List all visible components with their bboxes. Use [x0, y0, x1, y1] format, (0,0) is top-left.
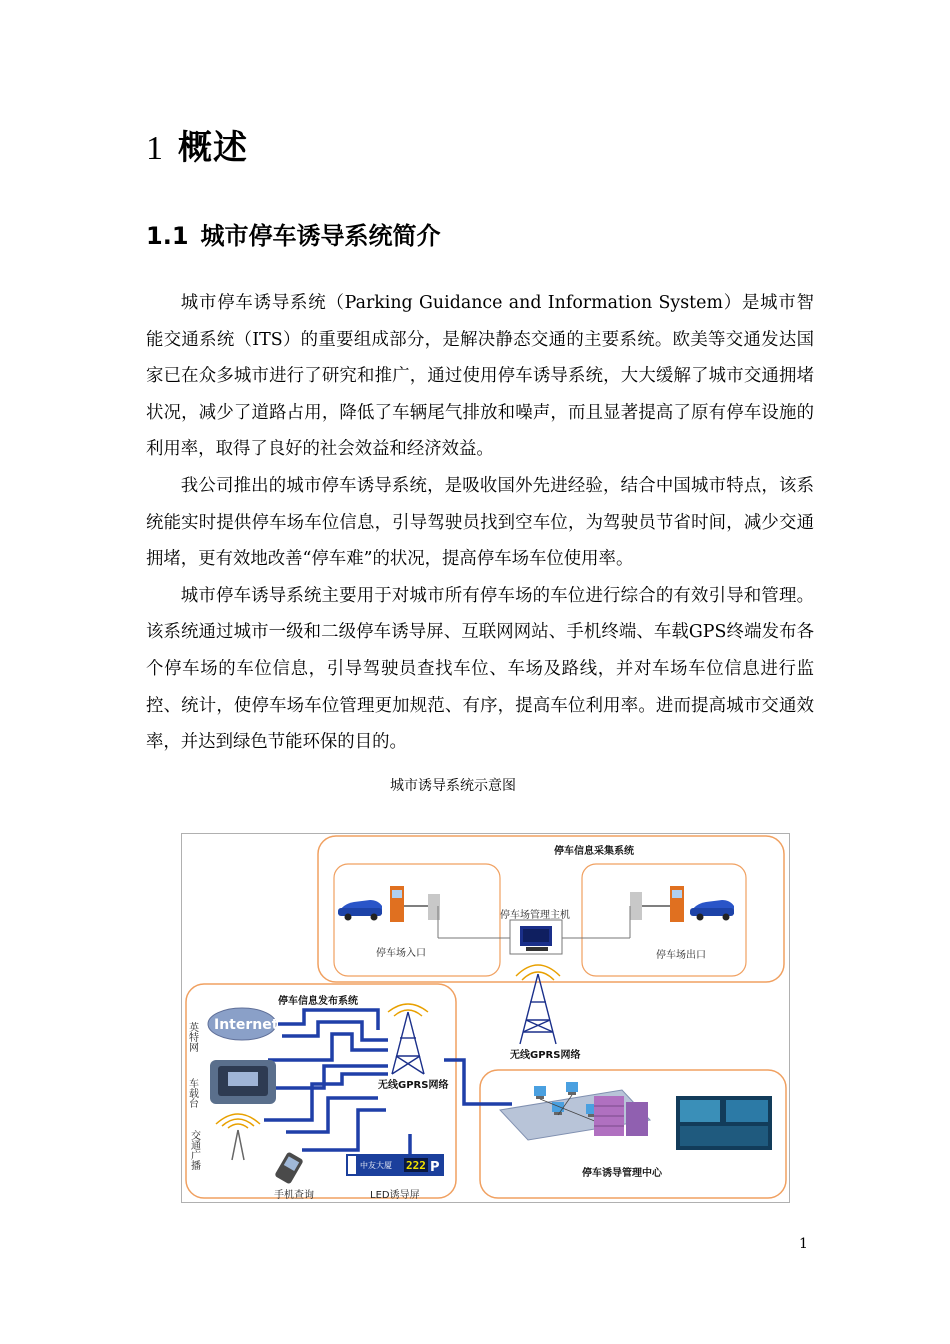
internet-logo-text: Internet [214, 1017, 279, 1033]
entrance-label: 停车场入口 [376, 948, 426, 959]
heading-1-number: 1 [146, 130, 164, 167]
figure-caption: 城市诱导系统示意图 [390, 778, 516, 794]
system-diagram [181, 833, 790, 1203]
led-label: LED诱导屏 [370, 1190, 420, 1201]
exit-gate-icon [630, 886, 684, 922]
entrance-gate-icon [390, 886, 440, 922]
internet-side-label: 英特网 [186, 1022, 198, 1052]
led-screen-text: 中友大厦 [360, 1161, 392, 1170]
heading-2 [146, 216, 441, 251]
heading-2-title: 城市停车诱导系统简介 [200, 222, 441, 250]
led-screen-number: 222 [406, 1159, 426, 1172]
entrance-car-icon [338, 900, 382, 921]
mobile-phone-icon [274, 1151, 304, 1184]
paragraph: 我公司推出的城市停车诱导系统，是吸收国外先进经验，结合中国城市特点，该系统能实时提供停车场车位信息，引导驾驶员找到空车位，为驾驶员节省时间，减少交通拥堵，更有效地改善“停车难”的状况，提高停车场车位使用率。 [146, 475, 814, 570]
internet-globe-icon [208, 1008, 279, 1040]
collection-system-label: 停车信息采集系统 [554, 846, 634, 857]
control-room-icon [676, 1096, 772, 1150]
heading-1 [146, 120, 248, 169]
host-computer-icon [520, 926, 552, 951]
heading-1-title: 概述 [178, 128, 248, 168]
center-gprs-tower-icon [516, 965, 560, 1044]
vehicle-label: 车载台 [186, 1078, 198, 1108]
heading-2-number: 1.1 [146, 222, 189, 250]
host-label: 停车场管理主机 [500, 910, 570, 921]
mobile-label: 手机查询 [274, 1190, 314, 1201]
broadcast-label: 交通广播 [188, 1130, 200, 1170]
led-screen-parking-symbol: P [430, 1160, 440, 1175]
led-screen-icon [346, 1154, 444, 1176]
entrance-frame [334, 864, 500, 976]
exit-car-icon [690, 900, 734, 921]
broadcast-antenna-icon [216, 1114, 260, 1160]
left-gprs-tower-icon [388, 1004, 428, 1074]
paragraph: 城市停车诱导系统（Parking Guidance and Information System）是城市智能交通系统（ITS）的重要组成部分，是解决静态交通的主要系统。欧美等交通发达国家已在众多城市进行了研究和推广，通过使用停车诱导系统，大大缓解了城市交通拥堵状况，减少了道路占用，降低了车辆尾气排放和噪声，而且显著提高了原有停车设施的利用率，取得了良好的社会效益和经济效益。 [146, 293, 814, 460]
publish-system-label: 停车信息发布系统 [278, 996, 358, 1007]
exit-label: 停车场出口 [656, 950, 706, 961]
server-rack-icon [594, 1096, 648, 1136]
page-number: 1 [799, 1236, 808, 1252]
center-label: 停车诱导管理中心 [582, 1168, 662, 1179]
paragraph: 城市停车诱导系统主要用于对城市所有停车场的车位进行综合的有效引导和管理。该系统通过城市一级和二级停车诱导屏、互联网网站、手机终端、车载GPS终端发布各个停车场的车位信息，引导驾驶员查找车位、车场及路线，并对车场车位信息进行监控、统计，使停车场车位管理更加规范、有序，提高车位利用率。进而提高城市交通效率，并达到绿色节能环保的目的。 [146, 585, 814, 753]
gprs-left-label: 无线GPRS网络 [378, 1080, 449, 1091]
gprs-center-label: 无线GPRS网络 [510, 1050, 581, 1061]
body-text [146, 285, 814, 761]
